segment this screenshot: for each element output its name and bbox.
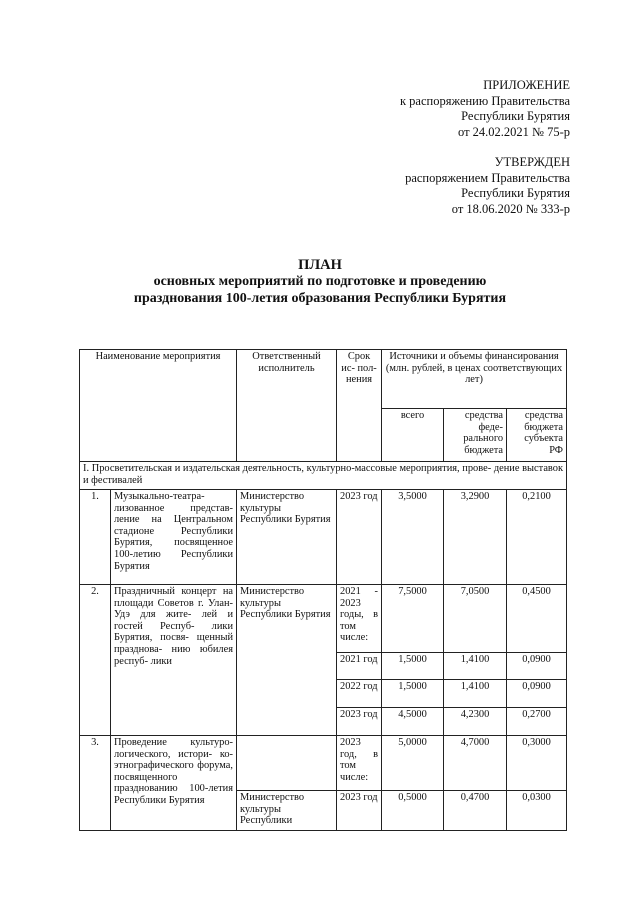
- header-total: всего: [382, 409, 444, 462]
- plan-subtitle-2: празднования 100-летия образования Республики Бурятия: [133, 291, 507, 306]
- executor: [237, 736, 337, 791]
- federal-amount: 4,2300: [444, 708, 507, 736]
- total-amount: 5,0000: [382, 736, 444, 791]
- total-amount: 1,5000: [382, 680, 444, 708]
- term: 2021 год: [337, 653, 382, 680]
- section-row: [80, 462, 567, 490]
- table-row: [80, 736, 567, 791]
- header-term: Срок ис- пол- нения: [337, 350, 382, 462]
- executor: Министерство культуры Республики: [237, 791, 337, 831]
- federal-amount: 0,4700: [444, 791, 507, 831]
- approved-date: от 18.06.2020 № 333-р: [451, 201, 570, 216]
- appendix-block: [400, 78, 570, 140]
- table-row: [80, 490, 567, 585]
- event-name: Проведение культуро- логического, истори- ко-этнографического форума, посвященного празднованию 100-летия Республики Бурятия: [111, 736, 237, 831]
- subject-amount: 0,0900: [507, 680, 567, 708]
- total-amount: 4,5000: [382, 708, 444, 736]
- header-federal: средства феде- рального бюджета: [444, 409, 507, 462]
- approved-title: УТВЕРЖДЕН: [494, 155, 570, 169]
- term: 2023 год: [337, 490, 382, 585]
- subject-amount: 0,2700: [507, 708, 567, 736]
- subject-amount: 0,4500: [507, 585, 567, 653]
- plan-title: ПЛАН: [298, 257, 342, 273]
- federal-amount: 7,0500: [444, 585, 507, 653]
- approved-line-3: Республики Бурятия: [461, 186, 570, 200]
- header-executor: Ответственный исполнитель: [237, 350, 337, 462]
- appendix-line-3: Республики Бурятия: [461, 109, 570, 123]
- term: 2023 год: [337, 708, 382, 736]
- appendix-title: ПРИЛОЖЕНИЕ: [483, 78, 570, 92]
- subject-amount: 0,0900: [507, 653, 567, 680]
- term: 2022 год: [337, 680, 382, 708]
- term: 2021 - 2023 годы, в том числе:: [337, 585, 382, 653]
- row-number: 2.: [80, 585, 111, 736]
- executor: Министерство культуры Республики Бурятия: [237, 585, 337, 736]
- header-subject: средства бюджета субъекта РФ: [507, 409, 567, 462]
- table-row: [80, 585, 567, 653]
- federal-amount: 4,7000: [444, 736, 507, 791]
- term: 2023 год, в том числе:: [337, 736, 382, 791]
- plan-table: [79, 349, 567, 831]
- header-sources: Источники и объемы финансирования (млн. рублей, в ценах соответствующих лет): [382, 350, 567, 409]
- table-header-row: [80, 350, 567, 409]
- term: 2023 год: [337, 791, 382, 831]
- event-name: Праздничный концерт на площади Советов г. Улан-Удэ для жите- лей и гостей Респуб- лики Бурятия, посвя- щенный празднова- нию юбилея респуб- лики: [111, 585, 237, 736]
- federal-amount: 1,4100: [444, 680, 507, 708]
- total-amount: 1,5000: [382, 653, 444, 680]
- federal-amount: 1,4100: [444, 653, 507, 680]
- row-number: 1.: [80, 490, 111, 585]
- subject-amount: 0,2100: [507, 490, 567, 585]
- subject-amount: 0,0300: [507, 791, 567, 831]
- federal-amount: 3,2900: [444, 490, 507, 585]
- plan-subtitle-1: основных мероприятий по подготовке и проведению: [153, 274, 487, 289]
- appendix-line-2: к распоряжению Правительства: [399, 93, 570, 108]
- approved-line-2: распоряжением Правительства: [405, 170, 570, 185]
- total-amount: 3,5000: [382, 490, 444, 585]
- approved-block: [405, 155, 570, 217]
- section-title: I. Просветительская и издательская деятельность, культурно-массовые мероприятия, прове- дение выставок и фестивалей: [80, 462, 567, 490]
- row-number: 3.: [80, 736, 111, 831]
- total-amount: 0,5000: [382, 791, 444, 831]
- executor: Министерство культуры Республики Бурятия: [237, 490, 337, 585]
- total-amount: 7,5000: [382, 585, 444, 653]
- header-name: Наименование мероприятия: [80, 350, 237, 462]
- event-name: Музыкально-театра- лизованное представ- ление на Центральном стадионе Республики Бурятия, посвященное 100-летию Республики Бурятия: [111, 490, 237, 585]
- subject-amount: 0,3000: [507, 736, 567, 791]
- appendix-date: от 24.02.2021 № 75-р: [457, 124, 570, 139]
